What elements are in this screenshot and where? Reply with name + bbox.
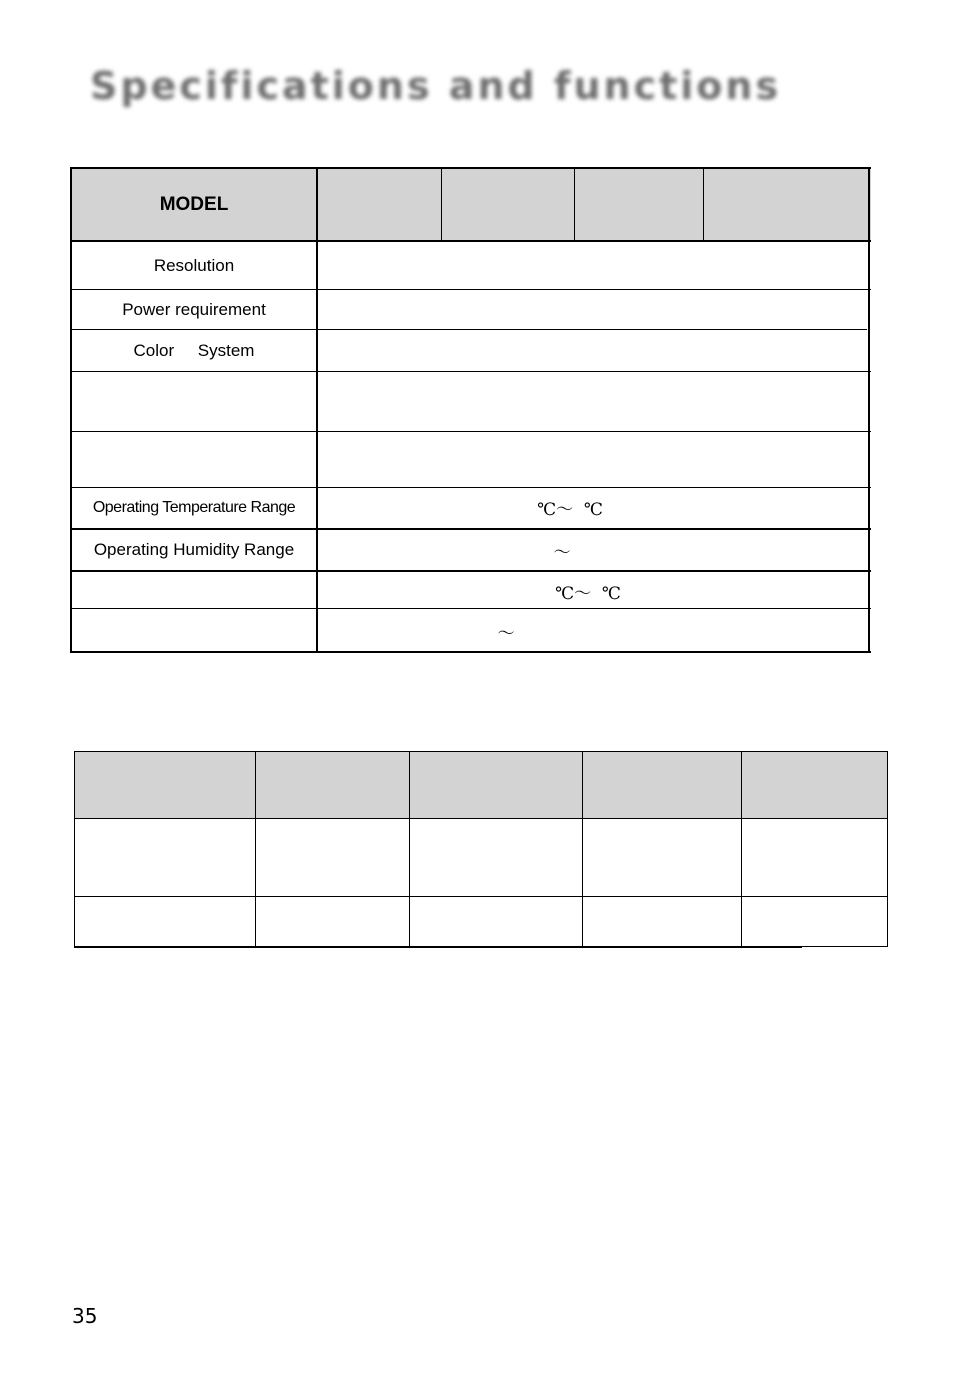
spec-row-value-blank-2	[318, 432, 868, 487]
spec-row-value-blank-1	[318, 372, 868, 431]
function-border-top	[74, 751, 888, 752]
spec-row-label-operating-humidity: Operating Humidity Range	[93, 540, 295, 559]
spec-row-label-power: Power requirement	[122, 299, 266, 319]
spec-row-value-power	[318, 290, 868, 329]
spec-row-value-color-system	[318, 330, 868, 371]
function-row-line	[74, 896, 888, 897]
function-col-divider-4	[741, 751, 742, 947]
function-border-bottom-right	[741, 946, 888, 947]
spec-row-label-blank-3	[72, 572, 316, 608]
page-title: Specifications and functions	[90, 64, 782, 108]
function-table	[74, 751, 888, 948]
spec-row-value-operating-temperature: ℃～ ℃	[537, 499, 603, 520]
spec-row-value-blank-4: ～	[497, 623, 515, 644]
spec-header-divider-3	[703, 167, 704, 241]
spec-row-label-resolution: Resolution	[153, 255, 235, 275]
spec-row-label-blank-4	[72, 609, 316, 651]
function-border-left	[74, 751, 75, 948]
function-row-line	[74, 818, 888, 819]
spec-row-label-blank-2	[72, 432, 316, 487]
page-number: 35	[72, 1304, 98, 1328]
function-col-divider-1	[255, 751, 256, 947]
spec-header-divider-2	[574, 167, 575, 241]
spec-row-label-color-system: Color System	[133, 340, 255, 360]
spec-row-value-resolution	[318, 242, 868, 289]
spec-row-value-blank-3: ℃～ ℃	[555, 583, 621, 604]
function-border-bottom	[74, 946, 802, 948]
spec-row-label-blank-1	[72, 372, 316, 431]
function-header-row	[74, 751, 888, 818]
function-col-divider-2	[409, 751, 410, 947]
function-col-divider-3	[582, 751, 583, 947]
spec-row-value-operating-humidity: ～	[553, 542, 571, 563]
spec-border-bottom	[70, 651, 871, 653]
spec-header-divider-1	[441, 167, 442, 241]
function-border-right	[887, 751, 888, 947]
spec-row-label-operating-temperature: Operating Temperature Range	[92, 499, 296, 516]
model-label: MODEL	[159, 194, 229, 215]
